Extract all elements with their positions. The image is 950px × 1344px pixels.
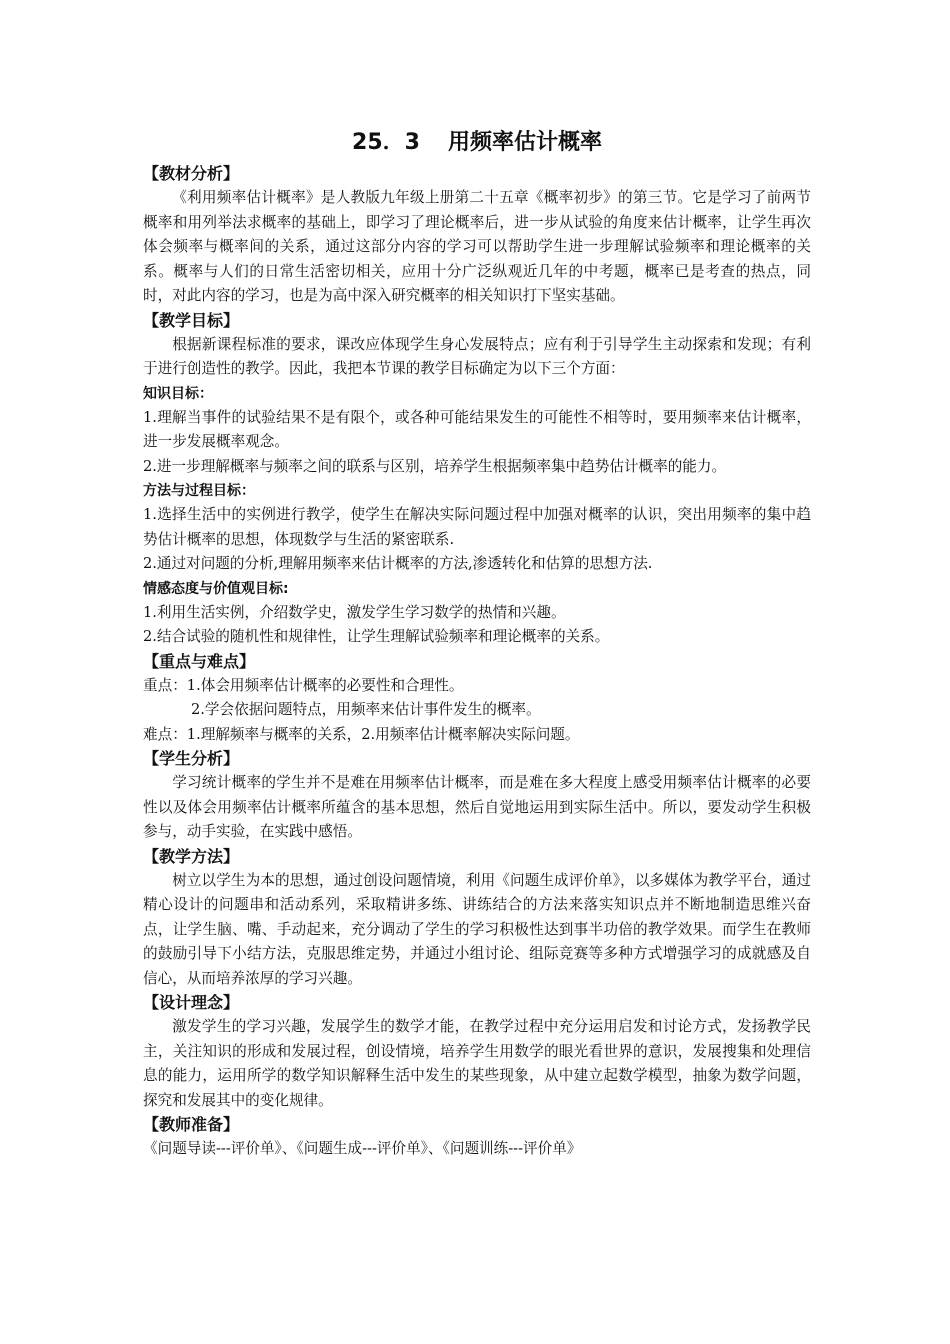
method-item: 2.通过对问题的分析,理解用频率来估计概率的方法,渗透转化和估算的思想方法.: [143, 555, 653, 572]
goals-intro: 根据新课程标准的要求，课改应体现学生身心发展特点；应有利于引导学生主动探索和发现；有利于进行创造性的教学。因此，我把本节课的教学目标确定为以下三个方面：: [143, 335, 811, 377]
keypoints-heading: 【重点与难点】: [143, 651, 256, 671]
method-label: 方法与过程目标：: [143, 483, 255, 499]
page-title: [143, 128, 811, 158]
prep-body: 《问题导读---评价单》、《问题生成---评价单》、《问题训练---评价单》: [143, 1140, 582, 1157]
prep-heading: 【教师准备】: [143, 1115, 240, 1134]
key-point-1: [143, 674, 811, 699]
emotion-item: 1.利用生活实例，介绍数学史，激发学生学习数学的热情和兴趣。: [143, 603, 566, 621]
method-item: 1.选择生活中的实例进行教学，使学生在解决实际问题过程中加强对概率的认识，突出用频率的集中趋势估计概率的思想，体现数学与生活的紧密联系.: [143, 506, 811, 548]
methods-heading: 【教学方法】: [143, 846, 240, 866]
knowledge-item: 1.理解当事件的试验结果不是有限个，或各种可能结果发生的可能性不相等时，要用频率来估计概率，进一步发展概率观念。: [143, 408, 811, 450]
difficult-label: 难点：: [143, 725, 187, 743]
textbook-body: 《利用频率估计概率》是人教版九年级上册第二十五章《概率初步》的第三节。它是学习了前两节概率和用列举法求概率的基础上，即学习了理论概率后，进一步从试验的角度来估计概率，让学生再次体会频率与概率间的关系，通过这部分内容的学习可以帮助学生进一步理解试验频率和理论概率的关系。概率与人们的日常生活密切相关，应用十分广泛纵观近几年的中考题，概率已是考查的热点，同时，对此内容的学习，也是为高中深入研究概率的相关知识打下坚实基础。: [143, 189, 811, 304]
emotion-label: 情感态度与价值观目标:: [143, 580, 289, 597]
difficult-text: 1.理解频率与概率的关系，2.用频率估计概率解决实际问题。: [186, 725, 580, 743]
document-page: [143, 128, 811, 1162]
title-number: 25．3: [352, 130, 420, 155]
design-body: 激发学生的学习兴趣，发展学生的数学才能，在教学过程中充分运用启发和讨论方式，发扬教学民主，关注知识的形成和发展过程，创设情境，培养学生用数学的眼光看世界的意识，发展搜集和处理信息的能力，运用所学的数学知识解释生活中发生的某些现象，从中建立起数学模型，抽象为数学问题，探究和发展其中的变化规律。: [143, 1018, 811, 1109]
title-text: 用频率估计概率: [447, 130, 602, 155]
students-body: 学习统计概率的学生并不是难在用频率估计概率，而是难在多大程度上感受用频率估计概率的必要性以及体会用频率估计概率所蕴含的基本思想，然后自觉地运用到实际生活中。所以，要发动学生积极参与，动手实验，在实践中感悟。: [143, 774, 811, 840]
knowledge-label: 知识目标：: [143, 385, 213, 402]
key-label: 重点：: [143, 676, 187, 694]
emotion-item: 2.结合试验的随机性和规律性，让学生理解试验频率和理论概率的关系。: [143, 628, 610, 645]
students-heading: 【学生分析】: [143, 749, 240, 768]
methods-body: 树立以学生为本的思想，通过创设问题情境，利用《问题生成评价单》，以多媒体为教学平台，通过精心设计的问题串和活动系列，采取精讲多练、讲练结合的方法来落实知识点并不断地制造思维兴奋点，让学生脑、嘴、手动起来，充分调动了学生的学习积极性达到事半功倍的教学效果。而学生在教师的鼓励引导下小结方法，克服思维定势，并通过小组讨论、组际竞赛等多种方式增强学习的成就感及自信心，从而培养浓厚的学习兴趣。: [143, 871, 811, 987]
goals-heading: 【教学目标】: [143, 310, 240, 330]
key-point-2: 2.学会依据问题特点，用频率来估计事件发生的概率。: [191, 701, 541, 718]
difficult-point: [143, 723, 811, 748]
textbook-heading: 【教材分析】: [143, 164, 240, 183]
design-heading: 【设计理念】: [143, 993, 240, 1012]
knowledge-item: 2.进一步理解概率与频率之间的联系与区别，培养学生根据频率集中趋势估计概率的能力。: [143, 457, 727, 475]
key-text-1: 1.体会用频率估计概率的必要性和合理性。: [186, 676, 464, 694]
